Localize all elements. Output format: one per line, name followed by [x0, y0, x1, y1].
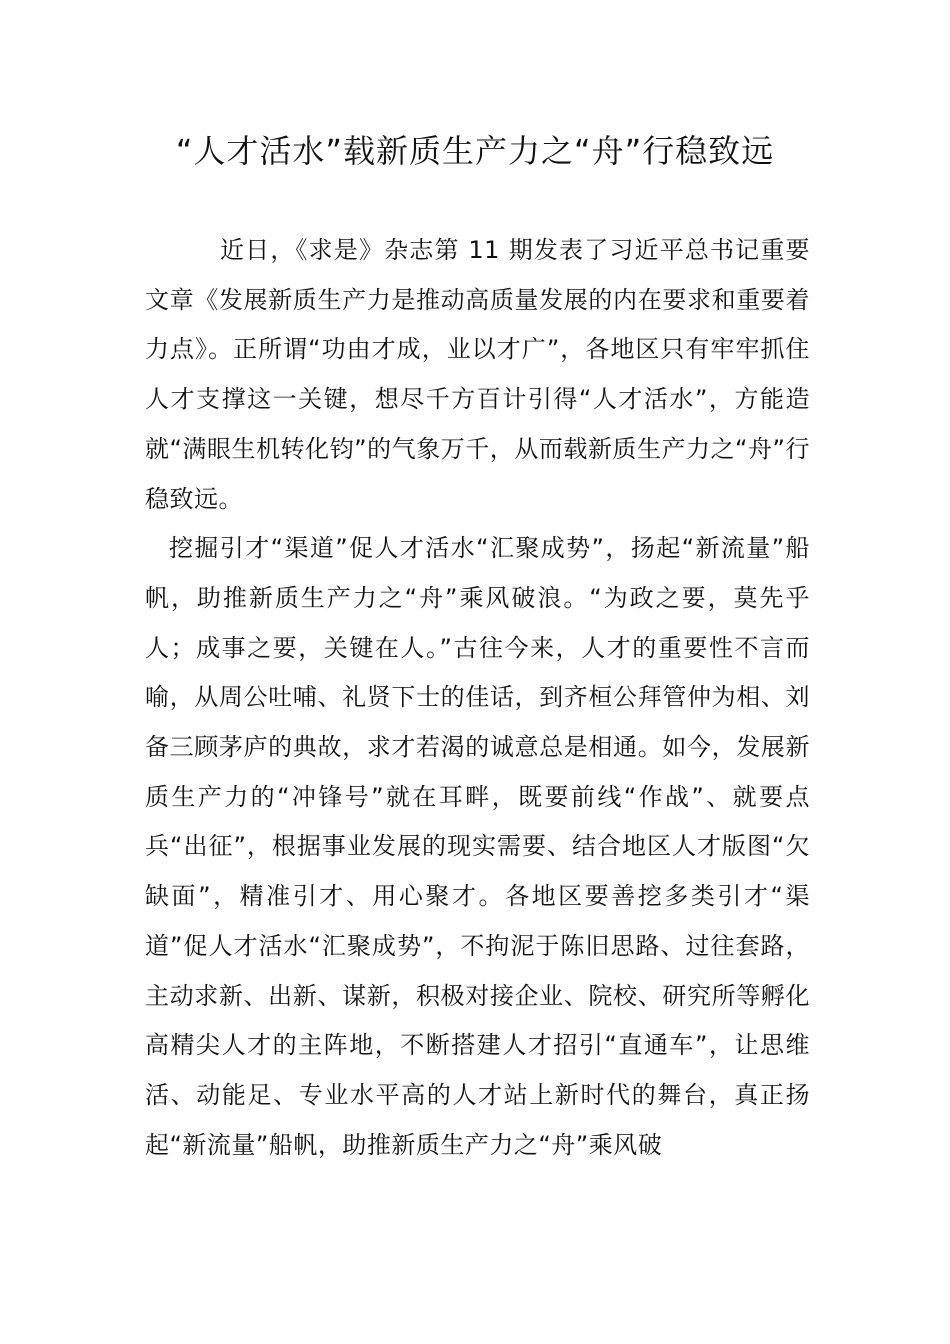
document-title: “人才活水”载新质生产力之“舟”行稳致远	[175, 132, 775, 170]
paragraph-talent-channels: 挖掘引才“渠道”促人才活水“汇聚成势”，扬起“新流量”船帆，助推新质生产力之“舟”乘风破浪。“为政之要，莫先乎人；成事之要，关键在人。”古往今来，人才的重要性不言而喻，从周公吐哺、礼贤下士的佳话，到齐桓公拜管仲为相、刘备三顾茅庐的典故，求才若渴的诚意总是相通。如今，发展新质生产力的“冲锋号”就在耳畔，既要前线“作战”、就要点兵“出征”，根据事业发展的现实需要、结合地区人才版图“欠缺面”，精准引才、用心聚才。各地区要善挖多类引才“渠道”促人才活水“汇聚成势”，不拘泥于陈旧思路、过往套路，主动求新、出新、谋新，积极对接企业、院校、研究所等孵化高精尖人才的主阵地，不断搭建人才招引“直通车”，让思维活、动能足、专业水平高的人才站上新时代的舞台，真正扬起“新流量”船帆，助推新质生产力之“舟”乘风破	[145, 534, 810, 1159]
paragraph-intro: 近日，《求是》杂志第 11 期发表了习近平总书记重要文章《发展新质生产力是推动高质量发展的内在要求和重要着力点》。正所谓“功由才成，业以才广”，各地区只有牢牢抓住人才支撑这一关键，想尽千方百计引得“人才活水”，方能造就“满眼生机转化钧”的气象万千，从而载新质生产力之“舟”行稳致远。	[145, 236, 810, 513]
document-body	[145, 226, 810, 1170]
